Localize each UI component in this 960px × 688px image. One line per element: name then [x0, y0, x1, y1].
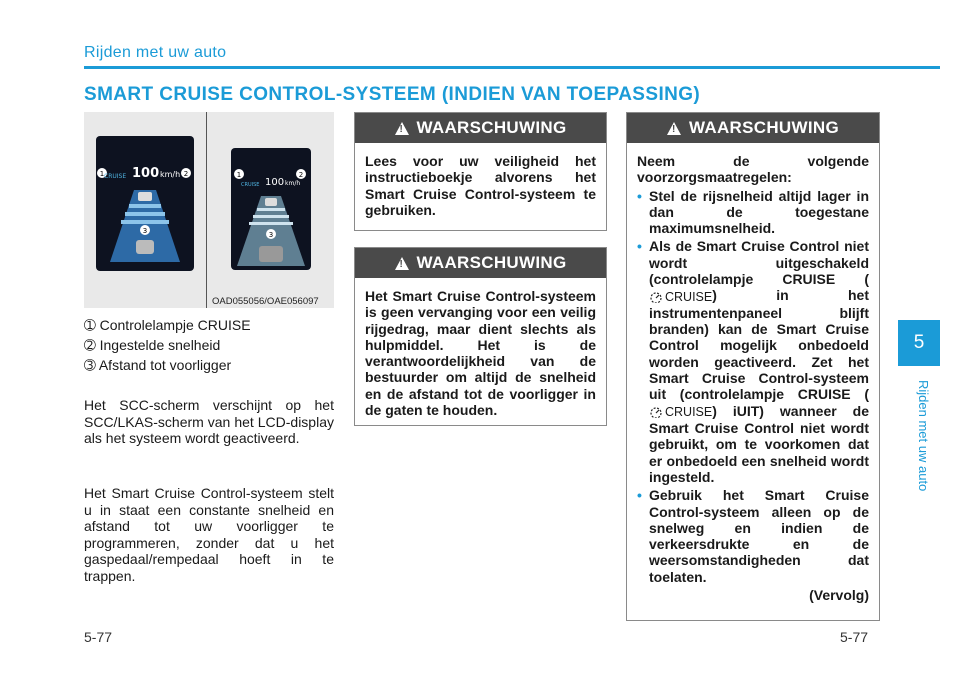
- screen1-unit: km/h: [160, 170, 181, 179]
- warning-icon: !: [395, 257, 409, 270]
- warning-icon: !: [395, 122, 409, 135]
- cluster-screen-right-graphic: [231, 148, 311, 270]
- page-number-left: 5-77: [84, 629, 113, 645]
- cluster-screen-left-graphic: [96, 136, 194, 271]
- warning-bullet: • Stel de rijsnelheid altijd lager in dan de toegestane maximumsnelheid.: [637, 187, 869, 237]
- chapter-title: Rijden met uw auto: [84, 44, 227, 61]
- warning-text: Lees voor uw veiligheid het instructieboekje alvorens het Smart Cruise Control-systeem te gebruiken.: [365, 153, 596, 218]
- svg-text:2: 2: [298, 171, 304, 179]
- paragraph: Het Smart Cruise Control-systeem stelt u in staat een constante snelheid en afstand tot uw voorligger te programmeren, zonder dat u het gaspedaal/rempedaal hoeft in te trappen.: [84, 485, 334, 584]
- chapter-tab: 5: [898, 320, 940, 366]
- figure-caption: OAD055056/OAE056097: [212, 296, 319, 307]
- cruise-indicator-icon: CRUISE: [649, 289, 712, 305]
- warning-bullet: • Als de Smart Cruise Control niet wordt uitgeschakeld (controlelampje CRUISE ( CRUISE ) in het instrumentenpaneel blijft branden) kan de Smart Cruise Control mogelijk onbedoeld worden geactiveerd. Zet het Smart Cruise Control-systeem uit (controlelampje CRUISE ( CRUISE ) iUIT) wanneer de Smart Cruise Control niet wordt gebruikt, om te voorkomen dat er onbedoeld een snelheid wordt ingesteld.: [637, 238, 869, 485]
- svg-text:100: 100: [265, 177, 285, 188]
- warning-text: Het Smart Cruise Control-systeem is geen vervanging voor een veilig rijgedrag, maar dient slechts als hulpmiddel. Het is de verantwoordelijkheid van de bestuurder om altijd de snelheid en de afstand tot de voorligger in de gaten te houden.: [365, 288, 596, 419]
- figure-divider: [206, 112, 207, 308]
- section-title: SMART CRUISE CONTROL-SYSTEEM (INDIEN VAN TOEPASSING): [84, 84, 701, 105]
- warning-heading: WAARSCHUWING: [416, 118, 567, 137]
- legend-item: ➂ Afstand tot voorligger: [84, 357, 232, 373]
- screen1-mode: CRUISE: [104, 173, 127, 180]
- svg-text:1: 1: [99, 170, 105, 178]
- header-rule: [84, 66, 940, 69]
- warning-bullet: • Gebruik het Smart Cruise Control-systeem alleen op de snelweg en indien de verkeersdrukte en de weersomstandigheden dat toelaten.: [637, 487, 869, 585]
- svg-text:2: 2: [183, 170, 189, 178]
- chapter-tab-label: Rijden met uw auto: [916, 380, 931, 492]
- continued-label: (Vervolg): [809, 587, 869, 603]
- svg-text:3: 3: [142, 227, 148, 235]
- cluster-screen-left: [96, 136, 194, 271]
- warning-header: [355, 248, 606, 278]
- svg-text:CRUISE: CRUISE: [241, 182, 260, 188]
- warning-text: [627, 143, 879, 611]
- svg-text:km/h: km/h: [285, 180, 301, 187]
- bullet-dot: •: [637, 487, 642, 504]
- bullet-dot: •: [637, 187, 642, 204]
- warning-box-3: [626, 112, 880, 621]
- warning-box-2: [354, 247, 607, 426]
- page-number-right: 5-77: [840, 629, 869, 645]
- cruise-indicator-icon: CRUISE: [649, 404, 712, 420]
- cluster-screen-right: [231, 148, 311, 270]
- warning-header: [355, 113, 606, 143]
- legend-item: ➁ Ingestelde snelheid: [84, 337, 221, 353]
- legend-list: [84, 315, 334, 375]
- svg-text:1: 1: [236, 171, 242, 179]
- warning-heading: WAARSCHUWING: [416, 253, 567, 272]
- warning-heading: WAARSCHUWING: [689, 118, 839, 137]
- bullet-dot: •: [637, 238, 642, 255]
- warning-icon: !: [667, 122, 681, 135]
- warning-box-1: [354, 112, 607, 231]
- warning-header: [627, 113, 879, 143]
- paragraph: Het SCC-scherm verschijnt op het SCC/LKAS-scherm van het LCD-display als het systeem wordt geactiveerd.: [84, 397, 334, 446]
- screen1-speed: 100: [132, 166, 160, 181]
- warning-intro: Neem de volgende voorzorgsmaatregelen:: [637, 153, 869, 186]
- legend-item: ➀ Controlelampje CRUISE: [84, 317, 251, 333]
- svg-text:3: 3: [268, 231, 274, 239]
